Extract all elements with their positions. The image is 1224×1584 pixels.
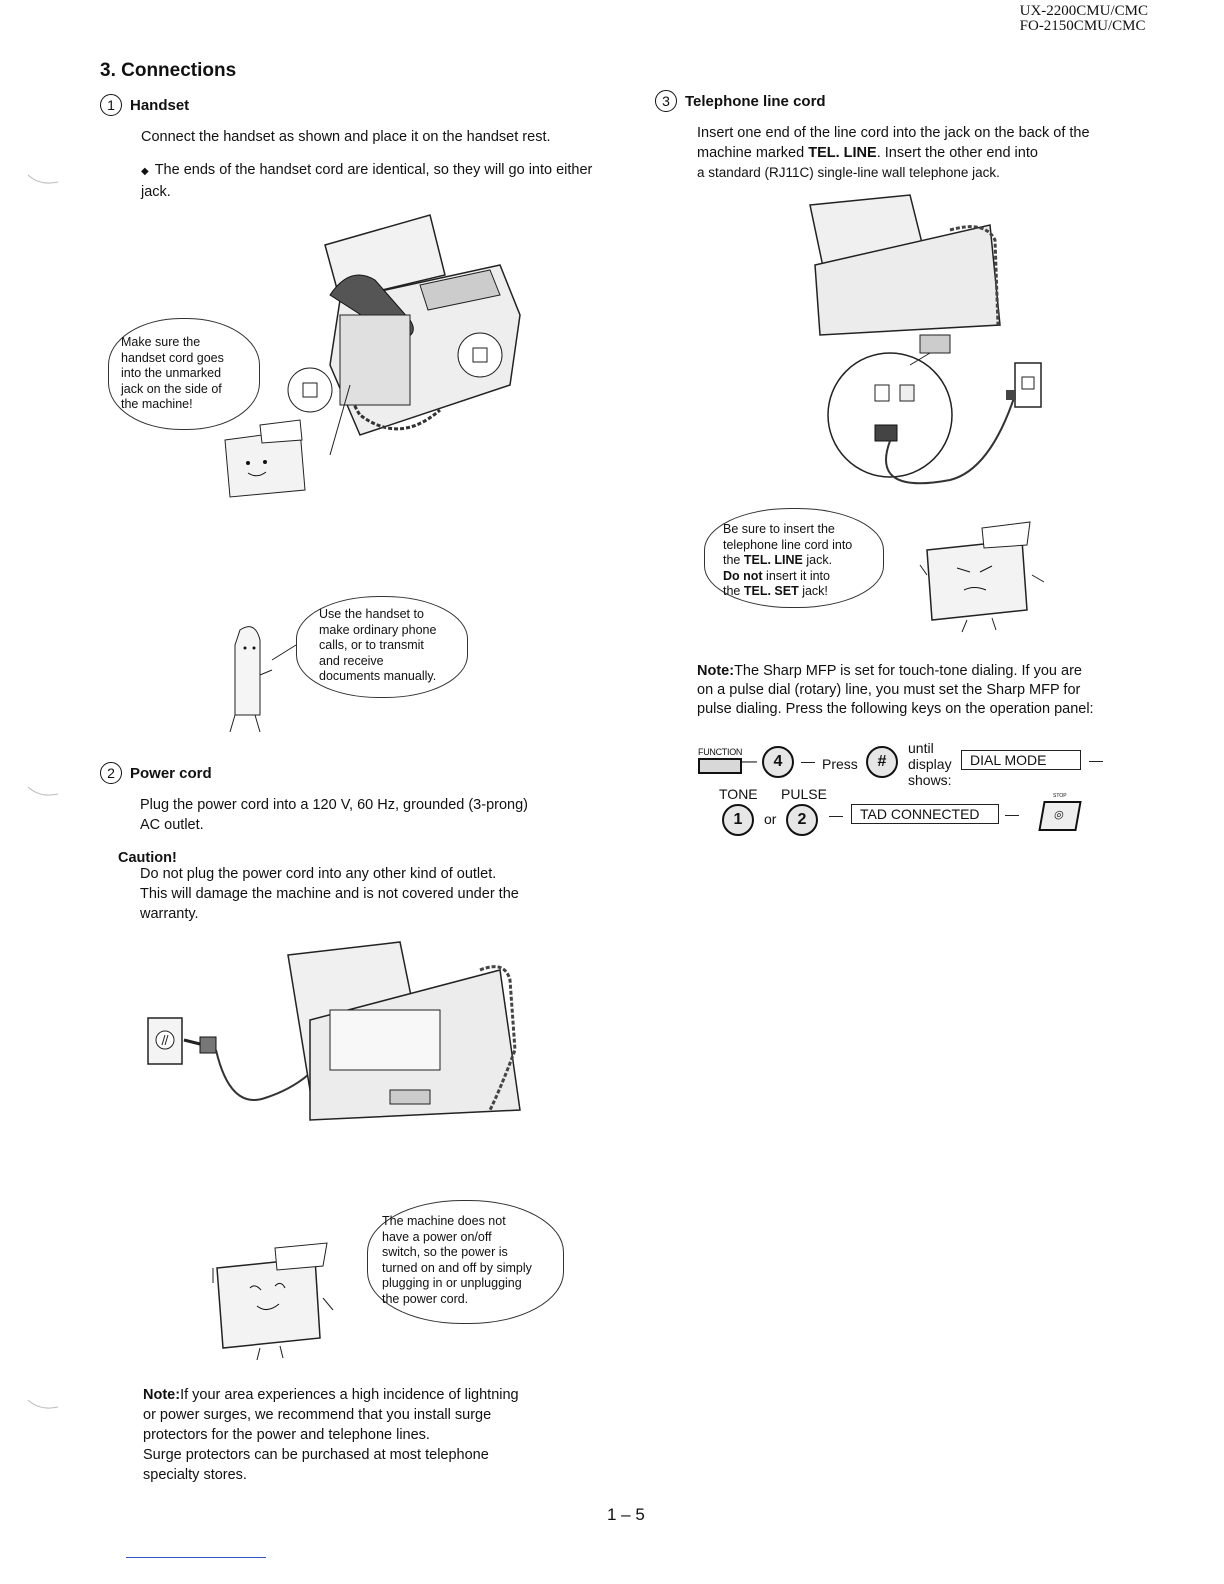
telephone-bubble-line-5-post: jack! xyxy=(798,584,828,598)
display-label: display xyxy=(908,756,952,772)
power-number: 2 xyxy=(100,762,122,784)
handset-title: Handset xyxy=(130,96,190,114)
handset-bullet-text: The ends of the handset cord are identical, so they will go into either jack. xyxy=(141,162,593,200)
bullet-icon: ◆ xyxy=(141,166,149,177)
handset-use-bubble-line-4: and receive xyxy=(319,653,384,668)
power-note-line-3: Surge protectors can be purchased at most telephone xyxy=(143,1447,489,1463)
telephone-bubble-line-1: Be sure to insert the xyxy=(723,522,835,536)
key-4: 4 xyxy=(762,746,794,778)
until-display-label xyxy=(908,740,952,788)
key-hash: # xyxy=(866,746,898,778)
telephone-note-line-2: pulse dialing. Press the following keys on the operation panel: xyxy=(697,701,1094,717)
page-number: 1 – 5 xyxy=(607,1505,645,1524)
press-label: Press xyxy=(822,756,858,772)
display-tad-connected: TAD CONNECTED xyxy=(851,804,999,824)
key-1: 1 xyxy=(722,804,754,836)
telephone-note xyxy=(697,662,1177,719)
handset-use-bubble-line-3: calls, or to transmit xyxy=(319,638,424,652)
key-2: 2 xyxy=(786,804,818,836)
power-bubble-text xyxy=(382,1214,532,1307)
telephone-fax-illustration xyxy=(800,195,1060,495)
power-bubble-line-2: have a power on/off xyxy=(382,1229,492,1244)
dash-separator: — xyxy=(741,753,757,770)
dash-separator: — xyxy=(1005,806,1019,822)
handset-bullet xyxy=(141,160,611,202)
telephone-bubble-text xyxy=(723,522,852,600)
telephone-bubble-line-4 xyxy=(723,569,852,585)
handset-heading xyxy=(100,94,189,116)
stop-label: STOP xyxy=(1053,793,1067,799)
dash-separator: — xyxy=(1089,752,1103,768)
caution-text-line-3: warranty. xyxy=(140,906,199,922)
caution-text xyxy=(140,864,620,924)
function-label: FUNCTION xyxy=(698,747,743,757)
power-title: Power cord xyxy=(130,764,212,782)
section-title: 3. Connections xyxy=(100,60,237,81)
telephone-text-2-post: . Insert the other end into xyxy=(876,145,1038,161)
tone-label: TONE xyxy=(719,786,758,802)
telephone-bubble-line-4-bold: Do not xyxy=(723,568,763,583)
handset-use-bubble-line-5: documents manually. xyxy=(319,669,437,683)
power-note-label: Note: xyxy=(143,1387,181,1403)
power-note-line-4: specialty stores. xyxy=(143,1467,247,1483)
telephone-bubble-line-5-bold: TEL. SET xyxy=(743,584,799,598)
stop-key xyxy=(1038,801,1081,831)
handset-character-illustration xyxy=(210,620,290,740)
telephone-text xyxy=(697,123,1167,183)
or-label: or xyxy=(764,811,777,827)
telephone-bubble-line-3-pre: the xyxy=(723,553,744,567)
power-bubble-line-3: switch, so the power is xyxy=(382,1245,508,1259)
telephone-note-rest xyxy=(697,681,1177,719)
handset-use-bubble-line-1: Use the handset to xyxy=(319,607,424,621)
power-bubble-line-1: The machine does not xyxy=(382,1214,506,1228)
caution-label: Caution! xyxy=(118,850,177,866)
handset-cord-bubble-line-3: into the unmarked xyxy=(121,366,222,380)
telephone-bubble-line-2: telephone line cord into xyxy=(723,537,853,552)
model-numbers xyxy=(1020,4,1148,34)
caution-text-line-2: This will damage the machine and is not covered under the xyxy=(140,886,519,902)
power-note-line-1 xyxy=(143,1385,623,1405)
caution-text-line-1: Do not plug the power cord into any other kind of outlet. xyxy=(140,866,497,882)
handset-text: Connect the handset as shown and place it on the handset rest. xyxy=(141,129,551,145)
power-bubble-line-4: turned on and off by simply xyxy=(382,1260,532,1275)
telephone-bubble-line-5 xyxy=(723,584,852,600)
handset-use-bubble xyxy=(296,596,468,698)
function-key xyxy=(698,758,742,774)
pulse-label: PULSE xyxy=(781,786,827,802)
telephone-bubble-line-4-post: insert it into xyxy=(762,568,830,583)
shows-label: shows: xyxy=(908,772,952,788)
until-label: until xyxy=(908,740,934,756)
power-fax-illustration xyxy=(140,940,540,1130)
telephone-heading xyxy=(655,90,826,112)
power-bubble-line-6: the power cord. xyxy=(382,1291,469,1306)
power-note-line-1: or power surges, we recommend that you install surge xyxy=(143,1407,492,1423)
telephone-text-line-3: a standard (RJ11C) single-line wall telephone jack. xyxy=(697,165,1000,180)
stop-icon: ◎ xyxy=(1053,809,1065,821)
handset-cord-bubble-line-2: handset cord goes xyxy=(121,350,224,365)
telephone-note-line-1: on a pulse dial (rotary) line, you must set the Sharp MFP for xyxy=(697,682,1081,698)
power-bubble xyxy=(367,1200,564,1324)
dash-separator: — xyxy=(801,753,815,769)
telephone-text-line-2 xyxy=(697,143,1167,163)
telephone-note-label: Note: xyxy=(697,663,735,679)
telephone-note-first: The Sharp MFP is set for touch-tone dialing. If you are xyxy=(734,663,1082,679)
power-heading xyxy=(100,762,212,784)
power-character-illustration xyxy=(205,1238,345,1353)
model-line-2: FO-2150CMU/CMC xyxy=(1019,18,1146,34)
telephone-text-2-pre: machine marked xyxy=(697,145,809,161)
power-note-first: If your area experiences a high incidence of lightning xyxy=(180,1387,519,1403)
telephone-bubble-line-3 xyxy=(723,553,852,569)
telephone-bubble-line-3-post: jack. xyxy=(802,553,833,567)
handset-use-bubble-line-2: make ordinary phone xyxy=(319,622,437,637)
power-text xyxy=(140,795,620,835)
handset-use-bubble-text xyxy=(319,607,436,685)
handset-cord-bubble-line-1: Make sure the xyxy=(121,335,201,349)
telephone-bubble-line-5-pre: the xyxy=(723,584,744,598)
power-note-rest xyxy=(143,1405,623,1485)
power-text-line-1: Plug the power cord into a 120 V, 60 Hz, grounded (3-prong) xyxy=(140,797,528,813)
telephone-text-2-bold: TEL. LINE xyxy=(808,145,877,161)
display-dial-mode: DIAL MODE xyxy=(961,750,1081,770)
telephone-title: Telephone line cord xyxy=(685,92,826,110)
model-line-1: UX-2200CMU/CMC xyxy=(1019,3,1148,19)
telephone-note-line-1 xyxy=(697,662,1177,681)
telephone-bubble xyxy=(704,508,884,608)
power-text-line-2: AC outlet. xyxy=(140,817,204,833)
power-bubble-line-5: plugging in or unplugging xyxy=(382,1276,522,1290)
handset-cord-bubble-text xyxy=(121,335,224,413)
telephone-bubble-line-3-bold: TEL. LINE xyxy=(743,553,803,567)
handset-cord-bubble-line-5: the machine! xyxy=(121,397,193,411)
handset-cord-bubble xyxy=(108,318,260,430)
handset-number: 1 xyxy=(100,94,122,116)
power-note xyxy=(143,1385,623,1485)
telephone-number: 3 xyxy=(655,90,677,112)
power-note-line-2: protectors for the power and telephone lines. xyxy=(143,1427,430,1443)
telephone-text-line-1: Insert one end of the line cord into the jack on the back of the xyxy=(697,125,1090,141)
footer-rule xyxy=(126,1557,266,1558)
handset-cord-bubble-line-4: jack on the side of xyxy=(121,381,222,396)
dash-separator: — xyxy=(829,807,843,823)
telephone-character-illustration xyxy=(912,520,1052,630)
